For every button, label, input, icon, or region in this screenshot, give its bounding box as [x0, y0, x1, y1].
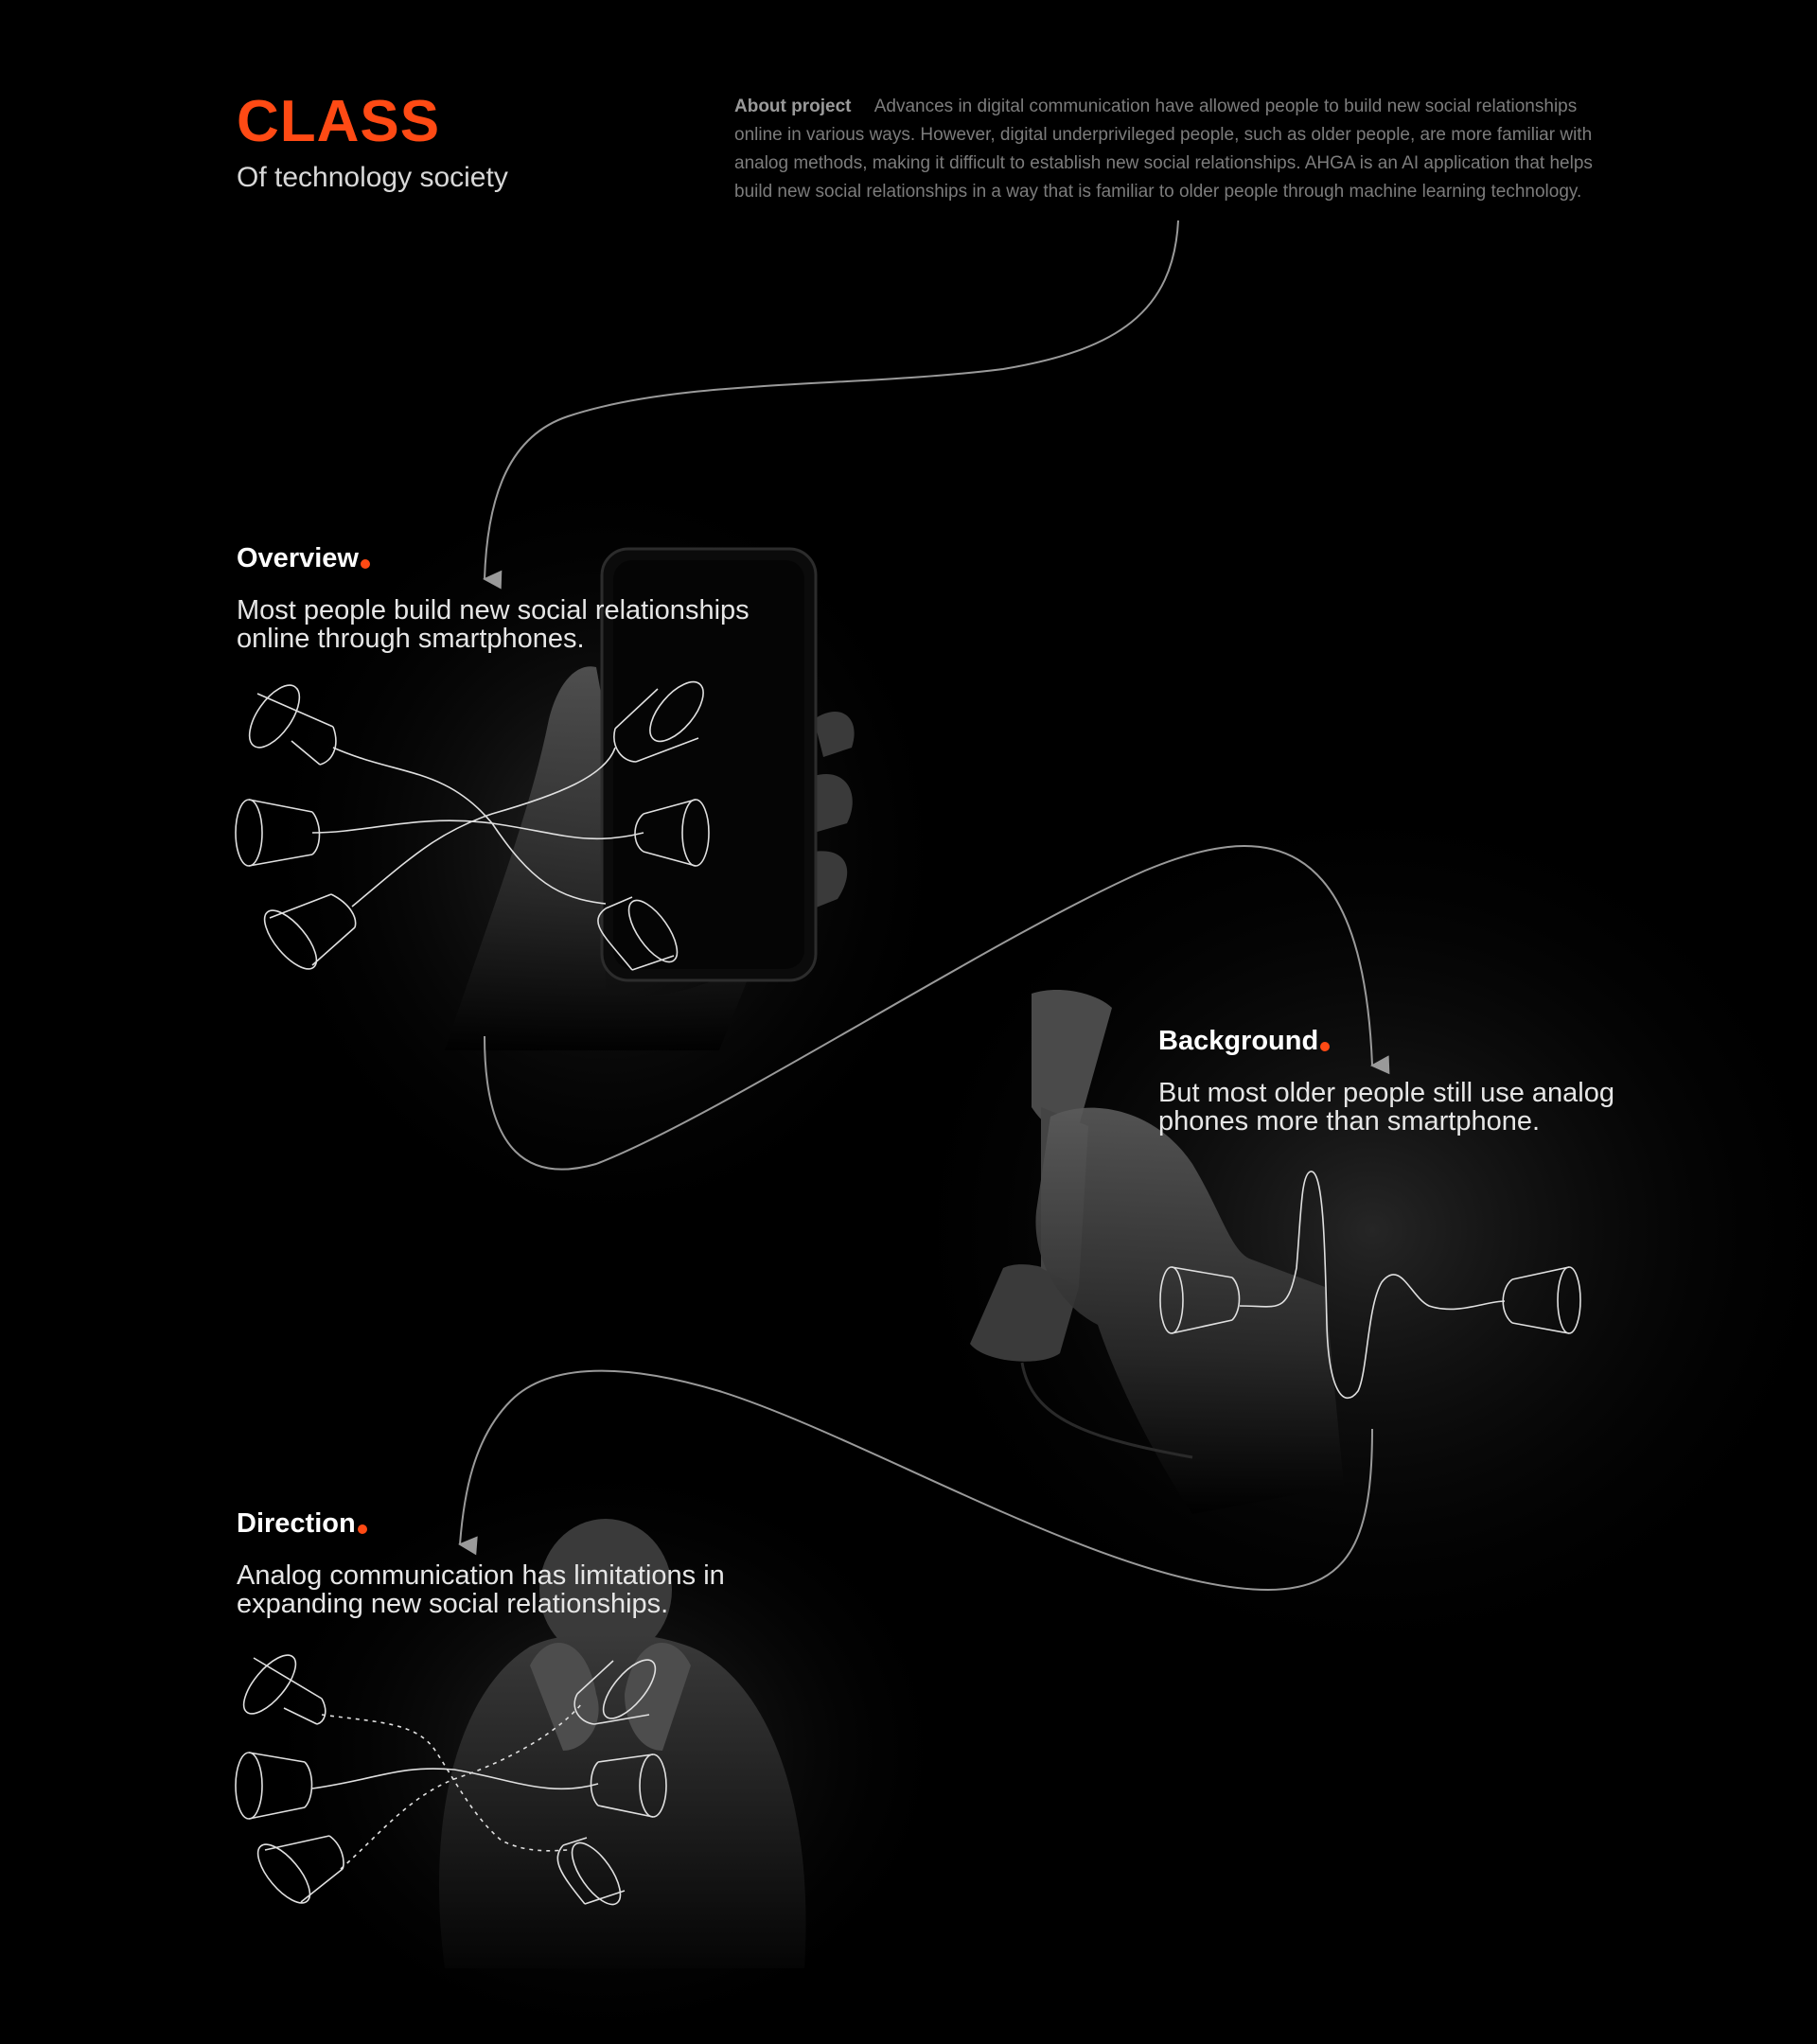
- direction-title: [237, 1510, 367, 1538]
- accent-dot-icon: [358, 1524, 367, 1534]
- overview-title: [237, 545, 370, 573]
- brand-subtitle: Of technology society: [237, 162, 508, 193]
- about-label: About project: [734, 97, 852, 116]
- accent-dot-icon: [1320, 1042, 1330, 1051]
- about-text: Advances in digital communication have allowed people to build new social relationships online in various ways. However, digital underprivileged people, such as older people, are more familiar with analog methods, making it difficult to establish new social relationships. AHGA is an AI application that helps build new social relationships in a way that is familiar to older people through machine learning technology.: [734, 97, 1593, 202]
- background-title-text: Background: [1158, 1026, 1319, 1056]
- brand-title: CLASS: [237, 89, 441, 154]
- accent-dot-icon: [361, 559, 370, 569]
- background-glow: [880, 776, 1817, 1684]
- background-description: But most older people still use analog phones more than smartphone.: [1158, 1078, 1615, 1137]
- direction-title-text: Direction: [237, 1508, 356, 1539]
- overview-title-text: Overview: [237, 543, 359, 573]
- overview-description: Most people build new social relationships online through smartphones.: [237, 595, 750, 654]
- background-title: [1158, 1028, 1330, 1055]
- direction-description: Analog communication has limitations in expanding new social relationships.: [237, 1560, 725, 1619]
- about-project: [734, 93, 1596, 206]
